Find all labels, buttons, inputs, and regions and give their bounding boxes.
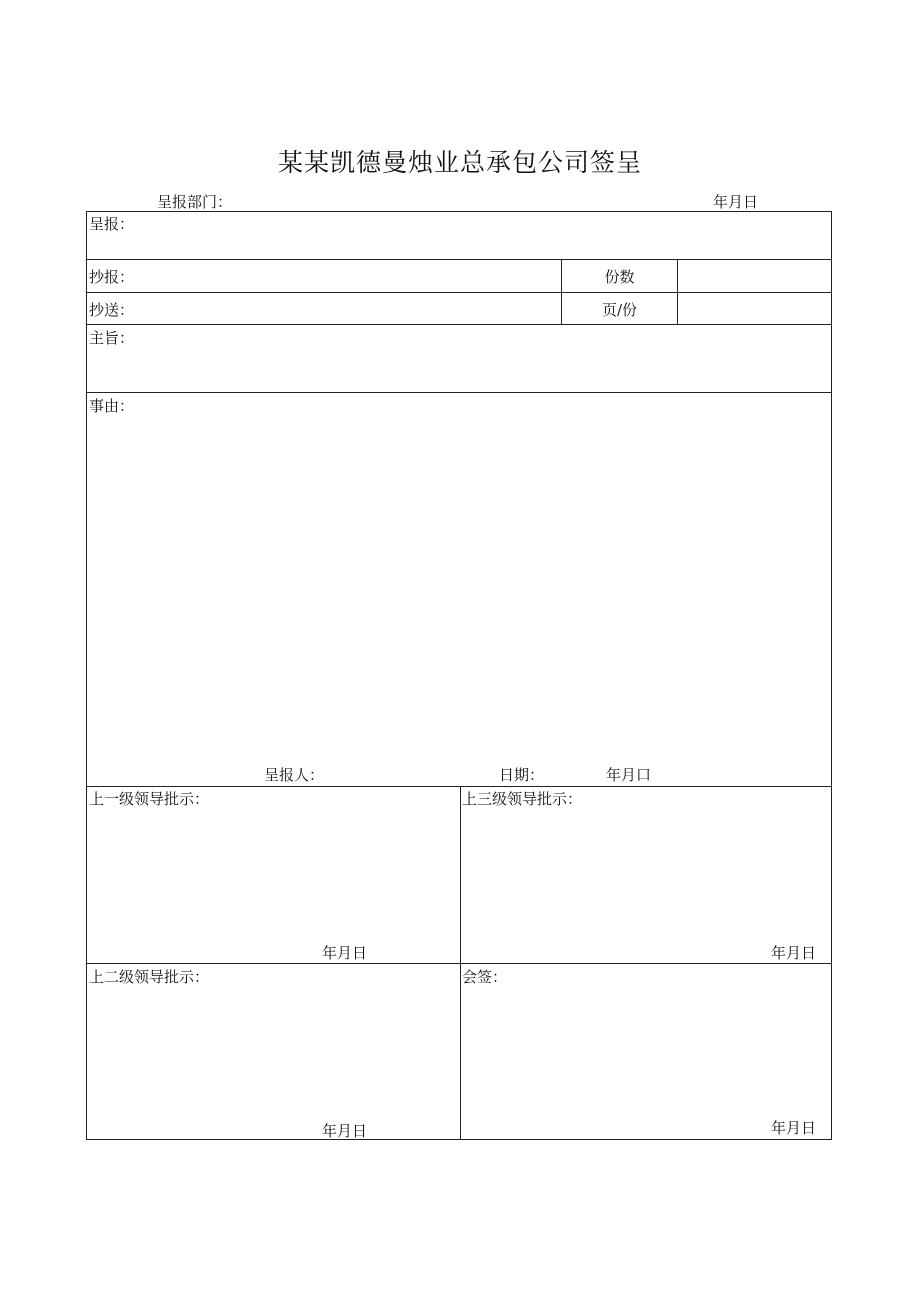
chaosong-field[interactable] — [87, 293, 561, 324]
pages-label: 页/份 — [601, 301, 638, 319]
submitter-label: 呈报人： — [264, 766, 325, 784]
countersign-field[interactable] — [461, 964, 831, 1116]
level1-approval-date: 年月日 — [322, 944, 368, 962]
chaosong-label: 抄送： — [89, 301, 135, 319]
sign-date-value: 年月口 — [606, 766, 652, 784]
level1-approval-field[interactable] — [87, 787, 460, 942]
level3-approval-label: 上三级领导批示： — [462, 790, 583, 808]
page-title: 某某凯德曼烛业总承包公司签呈 — [277, 148, 642, 177]
header-date-label: 年月日 — [713, 193, 759, 211]
level2-approval-label: 上二级领导批示： — [89, 968, 210, 986]
countersign-label: 会签： — [462, 968, 508, 986]
level3-approval-date: 年月日 — [771, 944, 817, 962]
countersign-date: 年月日 — [771, 1119, 817, 1137]
chaobao-label: 抄报： — [89, 268, 135, 286]
level3-approval-field[interactable] — [461, 787, 831, 942]
reason-field[interactable] — [87, 393, 831, 763]
copies-label: 份数 — [604, 268, 635, 286]
chengbao-field[interactable] — [87, 212, 831, 259]
level2-approval-date: 年月日 — [322, 1122, 368, 1140]
dept-label: 呈报部门： — [157, 193, 233, 211]
level2-approval-field[interactable] — [87, 964, 460, 1119]
chaobao-field[interactable] — [87, 260, 561, 292]
reason-label: 事由： — [89, 397, 135, 415]
sign-date-label: 日期： — [499, 766, 545, 784]
chengbao-label: 呈报： — [89, 215, 135, 233]
subject-field[interactable] — [87, 325, 831, 392]
pages-field[interactable] — [678, 293, 831, 324]
copies-field[interactable] — [678, 260, 831, 292]
form-table — [86, 211, 832, 1140]
subject-label: 主旨： — [89, 329, 135, 347]
level1-approval-label: 上一级领导批示： — [89, 790, 210, 808]
